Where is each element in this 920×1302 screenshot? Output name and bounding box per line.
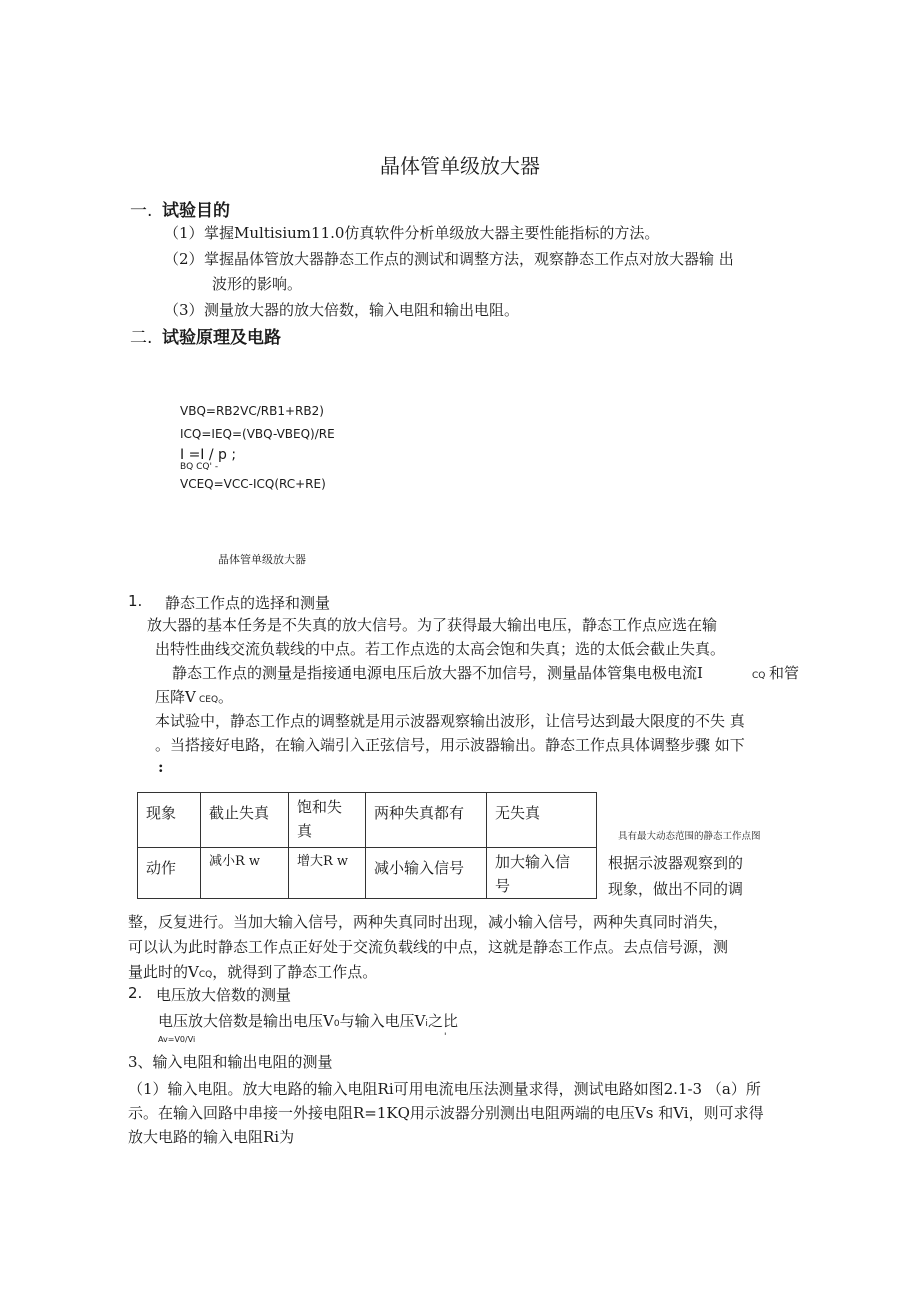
subsection-number: 1.: [128, 592, 143, 610]
text-run: 量此时的V: [128, 963, 199, 981]
table-cell: 动作: [138, 848, 201, 899]
paragraph-line: 放大电路的输入电阻Ri为: [128, 1128, 295, 1146]
paragraph-line: 。: [218, 688, 234, 706]
subscript: CQ: [198, 970, 213, 980]
paragraph-line: [158, 1010, 458, 1031]
list-item: 掌握晶体管放大器静态工作点的测试和调整方法，观察静态工作点对放大器输 出: [204, 250, 734, 268]
section-heading: 试验原理及电路: [162, 328, 281, 348]
paragraph-line: 示。在输入回路中串接一外接电阻R=1KQ用示波器分别测出电阻两端的电压Vs 和Vi，则可求得: [128, 1104, 764, 1122]
table-cell: 截止失真: [201, 793, 289, 848]
subsection-heading: 电压放大倍数的测量: [156, 986, 292, 1004]
page-title: 晶体管单级放大器: [380, 154, 540, 178]
paragraph-line: 静态工作点的测量是指接通电源电压后放大器不加信号，测量晶体管集电极电流I: [172, 664, 703, 682]
table-cell: 两种失真都有: [366, 793, 487, 848]
list-item-continuation: 波形的影响。: [212, 275, 303, 293]
figure-caption: 晶体管单级放大器: [218, 553, 306, 566]
subscript: 0: [333, 1019, 340, 1029]
paragraph-line: （1）输入电阻。放大电路的输入电阻Ri可用电流电压法测量求得，测试电路如图2.1-3 （a）所: [128, 1080, 761, 1098]
formula-icq: ICQ=IEQ=(VBQ-VBEQ)/RE: [180, 427, 335, 441]
table-row: [138, 848, 597, 899]
table-cell-line: 加大输入信: [495, 853, 571, 871]
list-number: （2）: [164, 250, 204, 268]
paragraph-line: 本试验中，静态工作点的调整就是用示波器观察输出波形，让信号达到最大限度的不失 真: [155, 712, 745, 730]
image-caption: 具有最大动态范围的静态工作点图: [618, 831, 761, 842]
table-cell-line: 真: [297, 822, 313, 840]
list-number: （3）: [164, 301, 204, 319]
adjustment-table: [137, 792, 597, 899]
list-item: 掌握Multisium11.0仿真软件分析单级放大器主要性能指标的方法。: [204, 224, 660, 242]
paragraph-line: 根据示波器观察到的: [608, 854, 744, 872]
section-number: 二.: [130, 328, 153, 348]
paragraph-line: 现象，做出不同的调: [608, 880, 744, 898]
text-run: ，就得到了静态工作点。: [212, 963, 378, 981]
section-number: 一.: [130, 201, 153, 221]
text-run: 与输入电压V: [339, 1012, 426, 1030]
list-item: 测量放大器的放大倍数，输入电阻和输出电阻。: [204, 301, 520, 319]
subsection-number: 2.: [128, 984, 143, 1002]
paragraph-line: 和管: [769, 664, 800, 682]
subsection-heading: 静态工作点的选择和测量: [165, 594, 331, 612]
paragraph-line: 整，反复进行。当加大输入信号，两种失真同时出现，减小输入信号，两种失真同时消失，: [128, 913, 729, 931]
subsection-heading: 3、输入电阻和输出电阻的测量: [128, 1053, 333, 1071]
table-cell: [487, 848, 597, 899]
paragraph-line: 压降V: [155, 688, 196, 706]
subscript: CQ: [752, 671, 766, 681]
formula-vbq: VBQ=RB2VC/RB1+RB2): [180, 404, 324, 418]
table-cell: 无失真: [487, 793, 597, 848]
text-run: 电压放大倍数是输出电压V: [158, 1012, 334, 1030]
subscript: CEQ: [199, 695, 219, 705]
table-cell: 减小R w: [201, 848, 289, 899]
subscript: i: [425, 1019, 428, 1029]
paragraph-line: :: [158, 758, 164, 776]
table-cell: 现象: [138, 793, 201, 848]
paragraph-line: 。当搭接好电路，在输入端引入正弦信号，用示波器输出。静态工作点具体调整步骤 如下: [155, 736, 745, 754]
paragraph-line: 可以认为此时静态工作点正好处于交流负载线的中点，这就是静态工作点。去点信号源，测: [128, 938, 729, 956]
stray-mark: ': [444, 1032, 447, 1042]
formula-ibq: I =I / p ;: [180, 447, 237, 463]
formula-vceq: VCEQ=VCC-ICQ(RC+RE): [180, 477, 326, 491]
paragraph-line: 放大器的基本任务是不失真的放大信号。为了获得最大输出电压，静态工作点应选在输: [147, 616, 718, 634]
table-cell: [289, 793, 366, 848]
table-row: [138, 793, 597, 848]
table-cell-line: 号: [495, 877, 511, 895]
table-cell-line: 饱和失: [297, 798, 343, 816]
table-cell: 减小输入信号: [366, 848, 487, 899]
paragraph-line: 出特性曲线交流负载线的中点。若工作点选的太高会饱和失真；选的太低会截止失真。: [155, 640, 726, 658]
table-cell: 增大R w: [289, 848, 366, 899]
section-heading: 试验目的: [162, 201, 230, 221]
paragraph-line: [128, 961, 377, 982]
formula-ibq-subscript: BQ CQ' -: [180, 462, 219, 472]
list-number: （1）: [164, 224, 204, 242]
text-run: 之比: [427, 1012, 458, 1030]
formula-av: Av=V0/Vi: [158, 1035, 196, 1044]
